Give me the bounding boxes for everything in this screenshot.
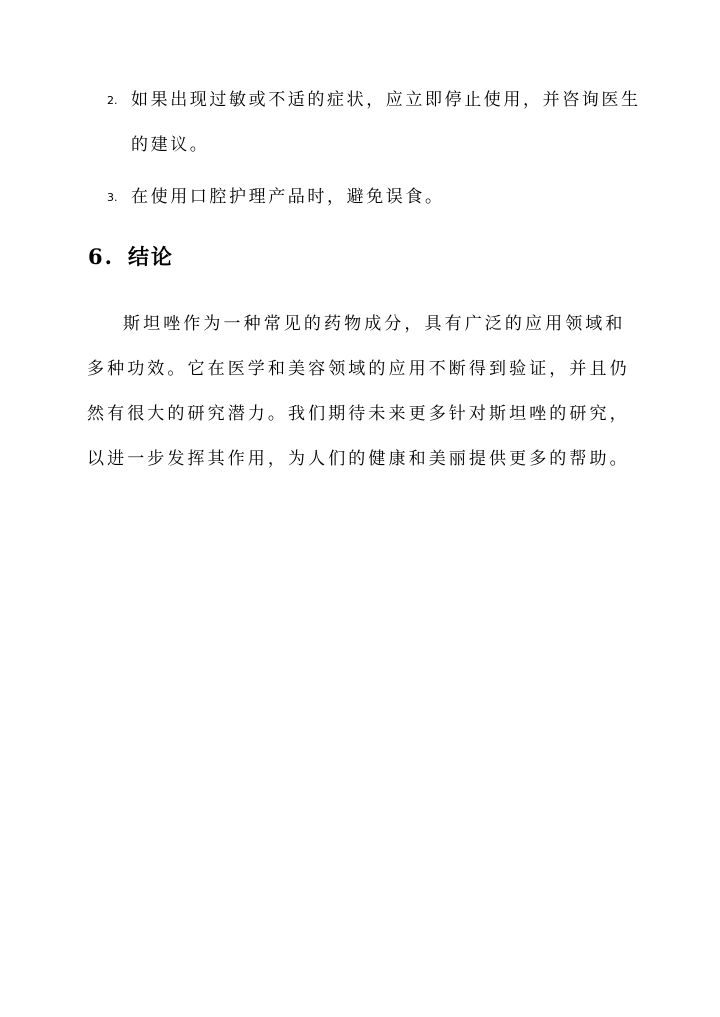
list-item-number: 3. — [107, 191, 118, 204]
section-heading — [88, 240, 174, 274]
list-item-text: 在使用口腔护理产品时，避免误食。 — [131, 187, 445, 207]
list-item-text-line1: 如果出现过敏或不适的症状，应立即停止使用，并咨询医生 — [131, 90, 641, 110]
section-title: 结论 — [127, 244, 174, 269]
conclusion-paragraph: 斯坦唑作为一种常见的药物成分，具有广泛的应用领域和多种功效。它在医学和美容领域的应用不断得到验证，并且仍然有很大的研究潜力。我们期待未来更多针对斯坦唑的研究，以进一步发挥其作用，为人们的健康和美丽提供更多的帮助。 — [87, 314, 630, 469]
section-number: 6. — [88, 244, 114, 269]
list-item-number: 2. — [107, 94, 118, 107]
list-item-text-line2: 的建议。 — [131, 135, 210, 155]
list-item-2 — [107, 78, 647, 167]
list-item-3 — [107, 175, 647, 220]
